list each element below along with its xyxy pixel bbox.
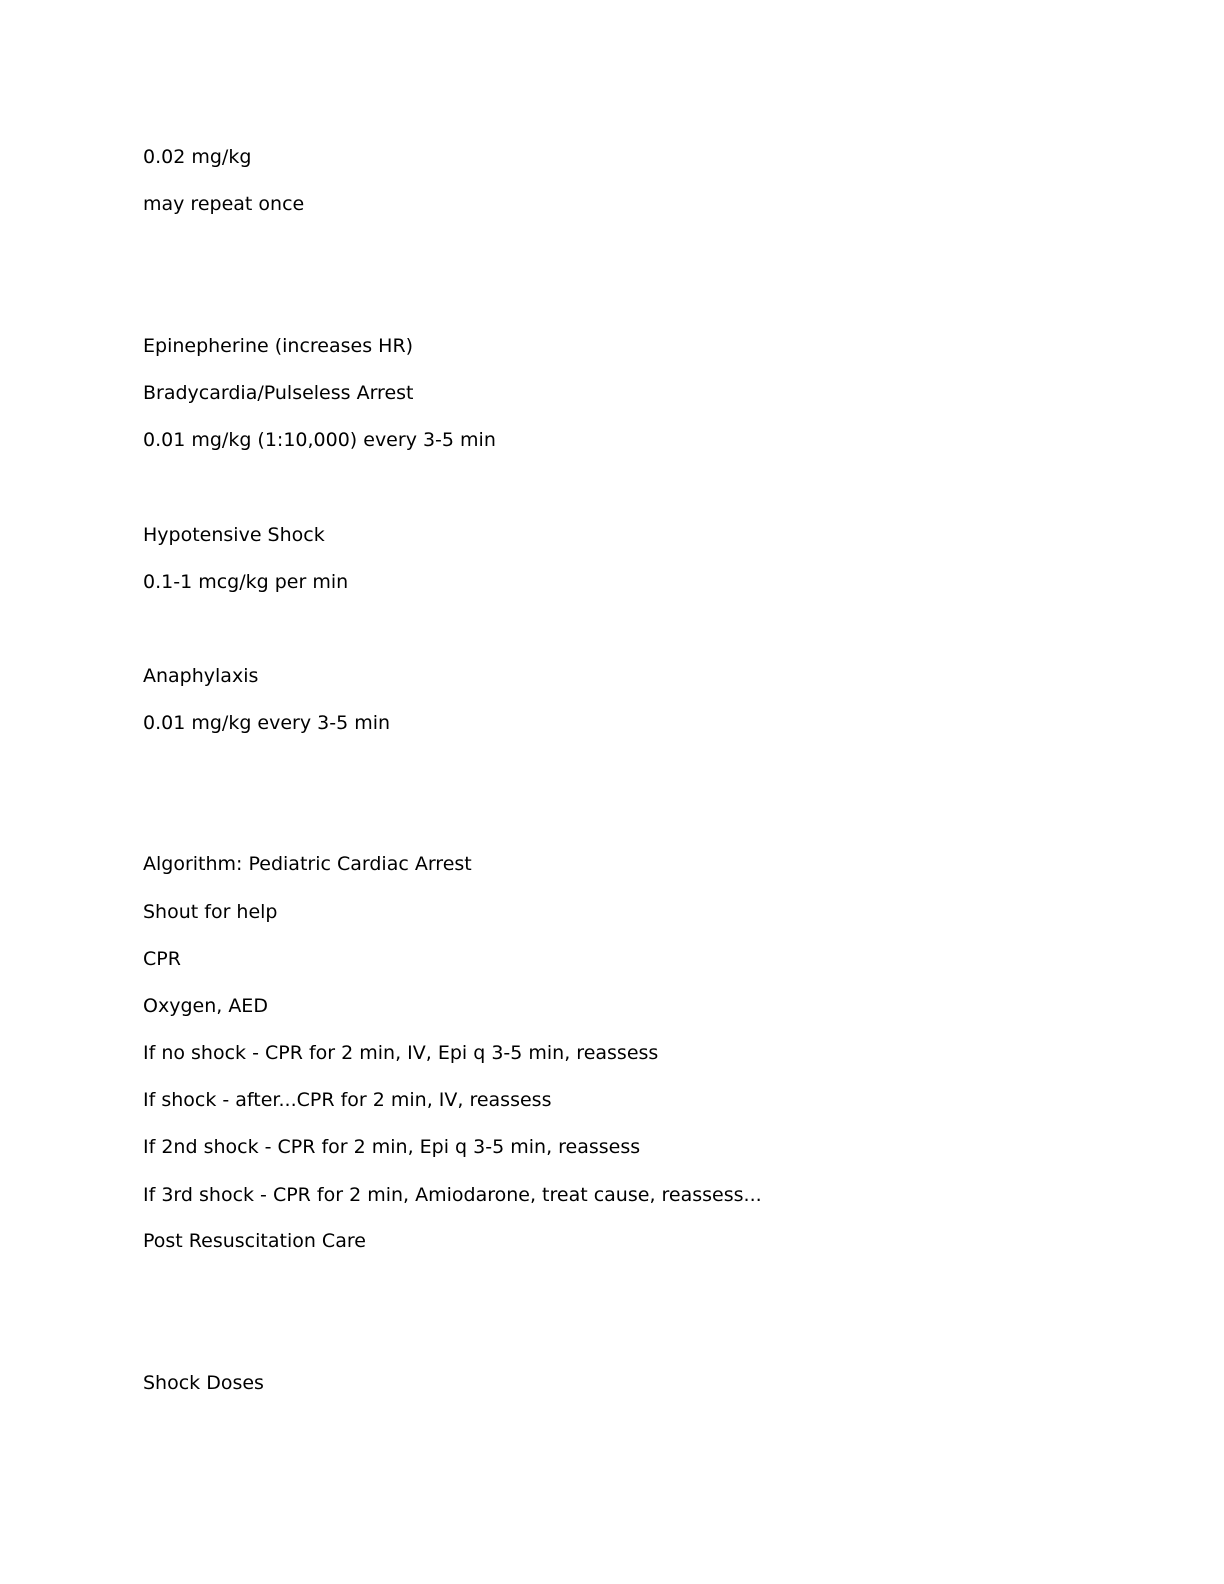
text-line: Oxygen, AED (143, 995, 268, 1017)
text-line: CPR (143, 948, 181, 970)
text-line: 0.1-1 mcg/kg per min (143, 571, 349, 593)
text-line: If 2nd shock - CPR for 2 min, Epi q 3-5 min, reassess (143, 1136, 641, 1158)
section-heading-algorithm: Algorithm: Pediatric Cardiac Arrest (143, 853, 472, 875)
section-heading-epinephrine: Epinepherine (increases HR) (143, 335, 414, 357)
text-line: If shock - after...CPR for 2 min, IV, reassess (143, 1089, 552, 1111)
text-line: If 3rd shock - CPR for 2 min, Amiodarone, treat cause, reassess... (143, 1184, 762, 1206)
text-line: may repeat once (143, 193, 305, 215)
text-line: Post Resuscitation Care (143, 1230, 366, 1252)
text-line: Shout for help (143, 901, 278, 923)
section-heading-shock-doses: Shock Doses (143, 1372, 264, 1394)
text-line: If no shock - CPR for 2 min, IV, Epi q 3-5 min, reassess (143, 1042, 659, 1064)
text-line: Hypotensive Shock (143, 524, 325, 546)
text-line: Anaphylaxis (143, 665, 259, 687)
text-line: 0.01 mg/kg every 3-5 min (143, 712, 391, 734)
text-line: 0.01 mg/kg (1:10,000) every 3-5 min (143, 429, 496, 451)
text-line: 0.02 mg/kg (143, 146, 252, 168)
text-line: Bradycardia/Pulseless Arrest (143, 382, 414, 404)
